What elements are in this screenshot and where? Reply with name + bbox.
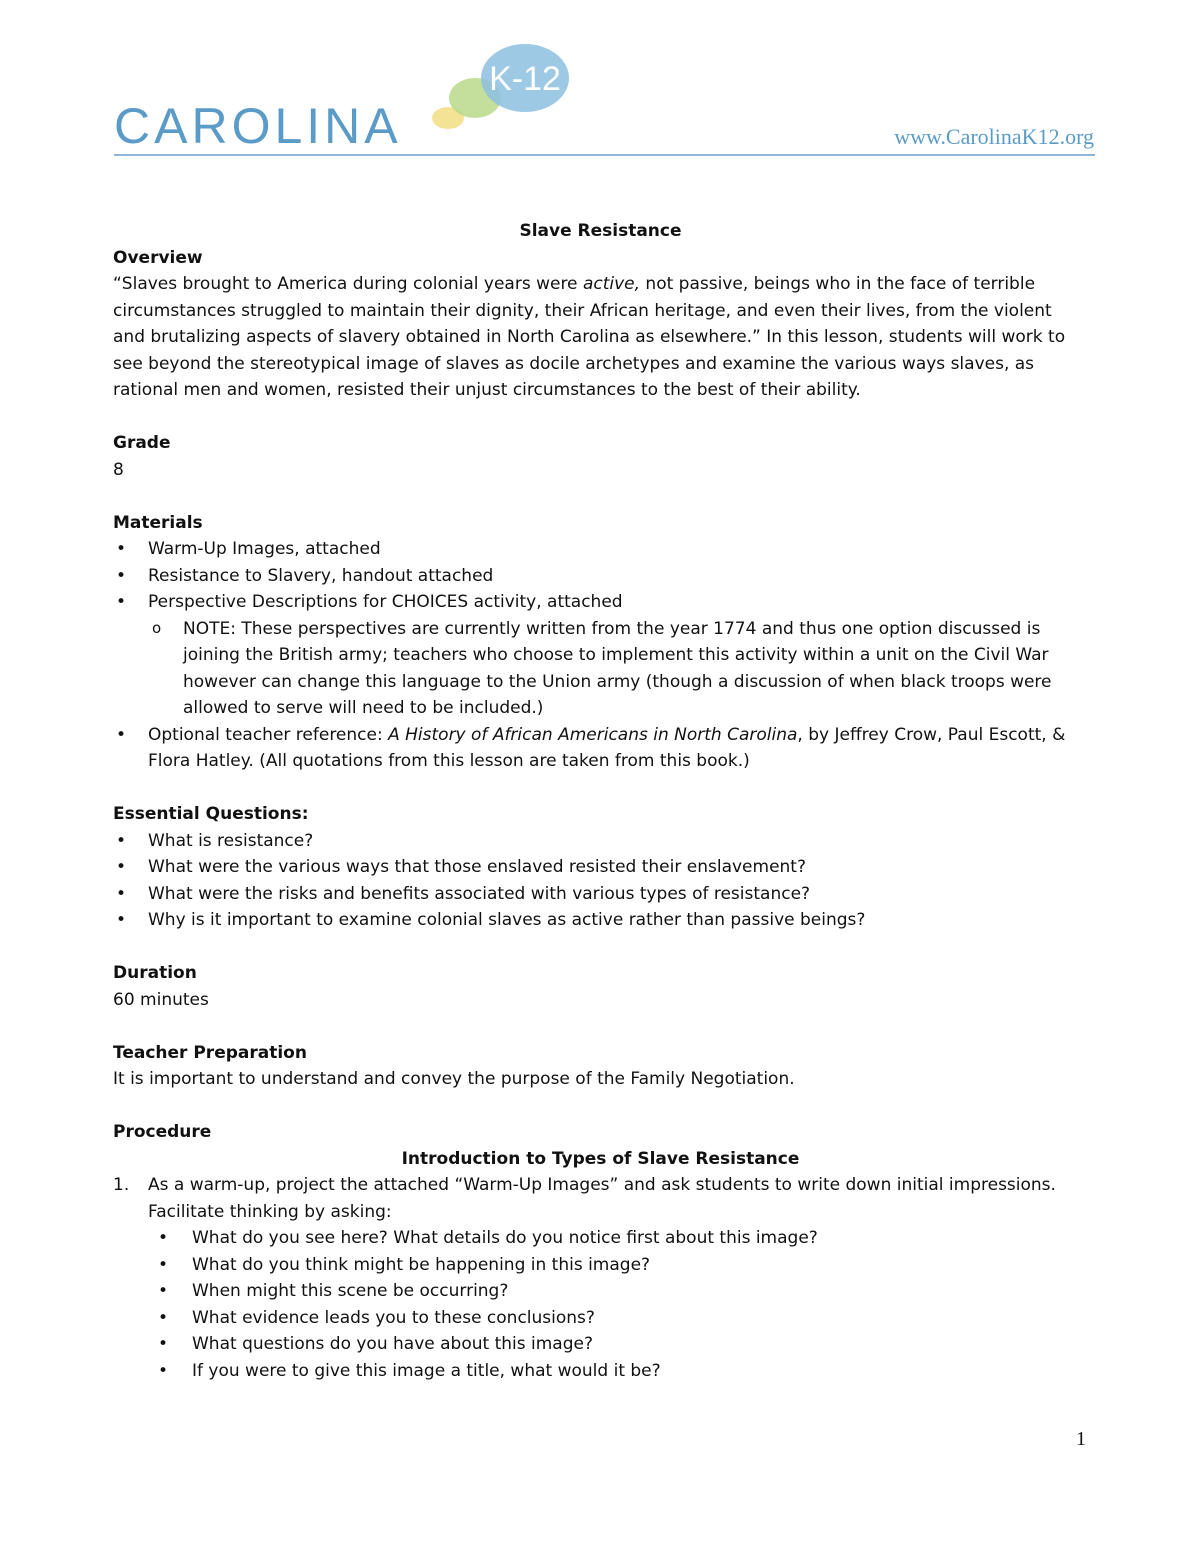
grade-value: 8 — [113, 459, 124, 480]
list-item: • Why is it important to examine colonial slaves as active rather than passive beings? — [113, 907, 1088, 934]
essential-questions-list — [113, 828, 1088, 934]
page-number: 1 — [1076, 1428, 1086, 1450]
overview-heading: Overview — [113, 247, 203, 268]
list-item: • What do you see here? What details do you notice first about this image? — [148, 1225, 1088, 1252]
document-title: Slave Resistance — [519, 221, 682, 241]
warm-up-questions — [148, 1225, 1088, 1384]
document-body — [113, 218, 1088, 1384]
procedure-step — [113, 1172, 1088, 1384]
duration-value: 60 minutes — [113, 989, 209, 1010]
list-item: • What is resistance? — [113, 828, 1088, 855]
list-item: • Warm-Up Images, attached — [113, 536, 1088, 563]
materials-sublist — [148, 616, 1088, 722]
website-url: www.CarolinaK12.org — [894, 124, 1094, 149]
procedure-steps — [113, 1172, 1088, 1384]
teacher-preparation-heading: Teacher Preparation — [113, 1042, 307, 1063]
step-number: 1. — [113, 1175, 130, 1195]
step-text: As a warm-up, project the attached “Warm-Up Images” and ask students to write down initial impressions. Facilitate thinking by asking: — [148, 1175, 1056, 1222]
list-item: • What were the risks and benefits associated with various types of resistance? — [113, 881, 1088, 908]
procedure-heading: Procedure — [113, 1122, 212, 1142]
header-divider — [114, 154, 1095, 156]
page-header — [0, 0, 1200, 170]
list-item: • What were the various ways that those enslaved resisted their enslavement? — [113, 854, 1088, 881]
teacher-preparation-text: It is important to understand and convey the purpose of the Family Negotiation. — [113, 1069, 795, 1089]
list-item: • Resistance to Slavery, handout attached — [113, 563, 1088, 590]
k12-logo-icon — [420, 36, 580, 136]
list-item: • What evidence leads you to these conclusions? — [148, 1305, 1088, 1332]
k12-badge-text: K-12 — [489, 60, 561, 98]
list-item: • If you were to give this image a title, what would it be? — [148, 1358, 1088, 1385]
duration-heading: Duration — [113, 963, 197, 983]
list-item: • Perspective Descriptions for CHOICES activity, attached o NOTE: These perspectives are currently written from the year 1774 and thus one option discussed is joining the British army; teachers who choose to implement this activity within a unit on the Civil War however can change this language to the Union army (though a discussion of when black troops were allowed to serve will need to be included.) — [113, 589, 1088, 722]
materials-note: o NOTE: These perspectives are currently written from the year 1774 and thus one option discussed is joining the British army; teachers who choose to implement this activity within a unit on the Civil War however can change this language to the Union army (though a discussion of when black troops were allowed to serve will need to be included.) — [148, 616, 1088, 722]
list-item: • When might this scene be occurring? — [148, 1278, 1088, 1305]
materials-heading: Materials — [113, 512, 203, 533]
materials-list — [113, 536, 1088, 775]
procedure-subheading: Introduction to Types of Slave Resistance — [401, 1148, 800, 1169]
list-item: • Optional teacher reference: A History of African Americans in North Carolina, by Jeffrey Crow, Paul Escott, & Flora Hatley. (All quotations from this lesson are taken from this book.) — [113, 722, 1088, 775]
list-item: • What do you think might be happening in this image? — [148, 1252, 1088, 1279]
grade-heading: Grade — [113, 433, 171, 453]
list-item: • What questions do you have about this image? — [148, 1331, 1088, 1358]
carolina-logo-text: CAROLINA — [114, 98, 402, 154]
essential-questions-heading: Essential Questions: — [113, 804, 309, 824]
overview-paragraph: “Slaves brought to America during colonial years were active, not passive, beings who in the face of terrible circumstances struggled to maintain their dignity, their African heritage, and even their lives, from the violent and brutalizing aspects of slavery obtained in North Carolina as elsewhere.” In this lesson, students will work to see beyond the stereotypical image of slaves as docile archetypes and examine the various ways slaves, as rational men and women, resisted their unjust circumstances to the best of their ability. — [113, 274, 1066, 400]
